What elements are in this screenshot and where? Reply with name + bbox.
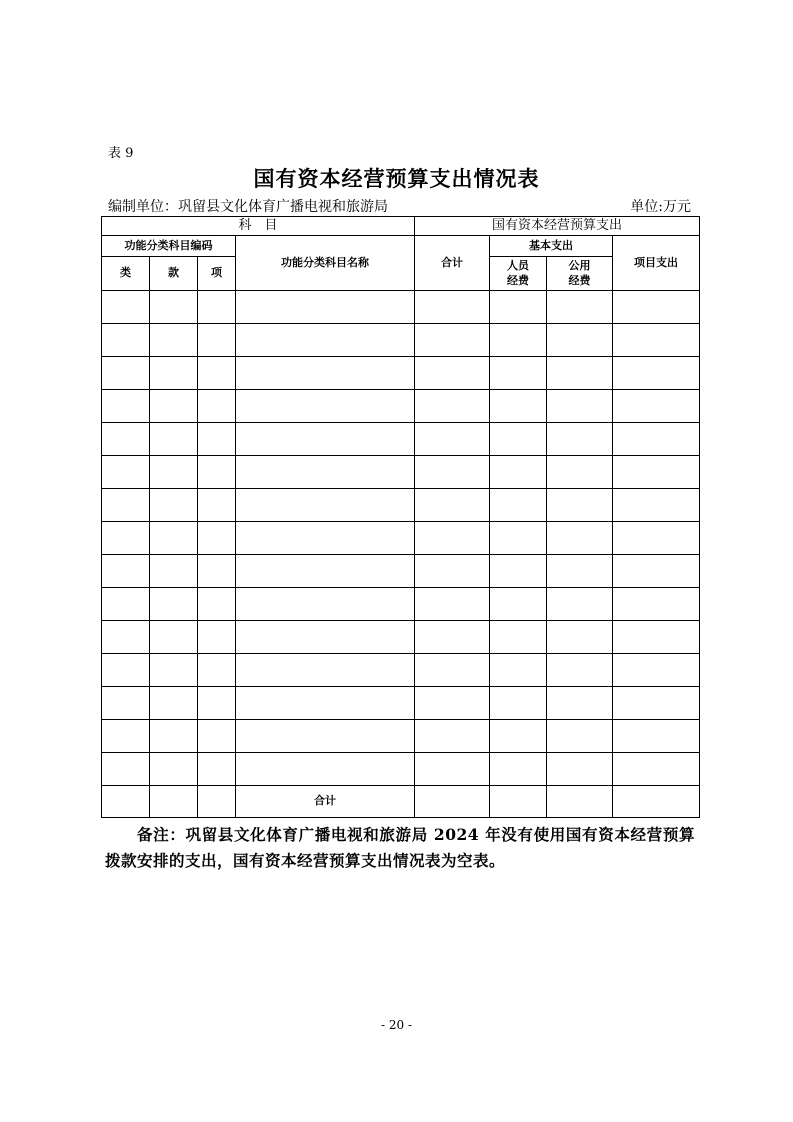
- table-cell: [198, 324, 236, 357]
- table-cell: [547, 324, 613, 357]
- table-row: [102, 621, 700, 654]
- table-cell: [613, 687, 700, 720]
- table-cell: [102, 291, 150, 324]
- table-cell: [415, 555, 490, 588]
- table-cell: [613, 555, 700, 588]
- table-cell: [198, 555, 236, 588]
- table-number: 表 9: [108, 146, 134, 161]
- table-cell: [613, 753, 700, 786]
- table-cell: [415, 357, 490, 390]
- table-cell: [415, 786, 490, 818]
- table-cell: [490, 390, 547, 423]
- table-cell: [198, 654, 236, 687]
- table-cell: [150, 555, 198, 588]
- table-cell: [198, 456, 236, 489]
- table-cell: [150, 786, 198, 818]
- table-row: [102, 522, 700, 555]
- table-cell: [613, 456, 700, 489]
- table-cell: [613, 324, 700, 357]
- total-header: 合计: [415, 236, 490, 291]
- table-cell: [102, 423, 150, 456]
- table-row: [102, 654, 700, 687]
- table-cell: [102, 621, 150, 654]
- table-cell: [613, 423, 700, 456]
- org-label: 编制单位：巩留县文化体育广播电视和旅游局: [108, 199, 388, 215]
- table-row: [102, 456, 700, 489]
- table-cell: [198, 423, 236, 456]
- page-number: - 20 -: [380, 1018, 412, 1032]
- table-row: [102, 555, 700, 588]
- table-cell: [415, 423, 490, 456]
- table-cell: [198, 522, 236, 555]
- table-cell: [236, 522, 415, 555]
- table-cell: [150, 522, 198, 555]
- table-cell: [415, 456, 490, 489]
- table-row: [102, 324, 700, 357]
- table-cell: [613, 390, 700, 423]
- table-cell: [415, 654, 490, 687]
- table-cell: [150, 456, 198, 489]
- table-cell: [150, 753, 198, 786]
- table-cell: [613, 357, 700, 390]
- table-cell: [490, 456, 547, 489]
- item-header: 项: [198, 257, 236, 291]
- table-cell: [102, 555, 150, 588]
- table-cell: [102, 489, 150, 522]
- table-cell: [236, 423, 415, 456]
- table-cell: [547, 423, 613, 456]
- table-cell: [547, 687, 613, 720]
- table-cell: [490, 786, 547, 818]
- table-cell: [490, 291, 547, 324]
- table-cell: [198, 753, 236, 786]
- table-cell: [415, 720, 490, 753]
- table-cell: [236, 390, 415, 423]
- table-cell: [150, 324, 198, 357]
- table-cell: [150, 489, 198, 522]
- table-cell: [102, 456, 150, 489]
- table-cell: [236, 588, 415, 621]
- table-cell: [415, 687, 490, 720]
- table-row: [102, 720, 700, 753]
- table-row: [102, 489, 700, 522]
- table-cell: [547, 720, 613, 753]
- table-cell: [150, 621, 198, 654]
- table-cell: [547, 489, 613, 522]
- table-cell: [236, 489, 415, 522]
- table-cell: [613, 522, 700, 555]
- table-cell: [102, 390, 150, 423]
- table-cell: [102, 324, 150, 357]
- public-cost-header: 公用 经费: [547, 257, 613, 291]
- table-cell: [490, 423, 547, 456]
- project-expenditure-header: 项目支出: [613, 236, 700, 291]
- table-cell: [490, 555, 547, 588]
- table-cell: [198, 357, 236, 390]
- table-cell: [198, 786, 236, 818]
- table-cell: [613, 291, 700, 324]
- table-cell: [198, 489, 236, 522]
- table-cell: [415, 522, 490, 555]
- table-cell: [490, 324, 547, 357]
- table-cell: [613, 588, 700, 621]
- budget-table: [101, 216, 700, 818]
- table-cell: [415, 390, 490, 423]
- table-cell: [547, 654, 613, 687]
- table-cell: [547, 588, 613, 621]
- table-cell: [415, 291, 490, 324]
- table-cell: [490, 621, 547, 654]
- class-header: 类: [102, 257, 150, 291]
- table-cell: [102, 753, 150, 786]
- table-row: [102, 753, 700, 786]
- table-cell: [150, 423, 198, 456]
- table-cell: [415, 324, 490, 357]
- table-cell: [547, 555, 613, 588]
- table-cell: [547, 522, 613, 555]
- table-cell: [102, 588, 150, 621]
- table-cell: [102, 654, 150, 687]
- table-cell: [198, 720, 236, 753]
- table-cell: [415, 588, 490, 621]
- table-cell: [490, 489, 547, 522]
- table-cell: [102, 522, 150, 555]
- table-row: [102, 357, 700, 390]
- table-cell: [613, 720, 700, 753]
- table-cell: [150, 720, 198, 753]
- table-cell: [490, 753, 547, 786]
- table-cell: [547, 291, 613, 324]
- table-cell: [198, 621, 236, 654]
- total-row-label: 合计: [236, 786, 415, 818]
- total-row: [102, 786, 700, 818]
- table-cell: [198, 687, 236, 720]
- table-cell: [613, 786, 700, 818]
- table-cell: [236, 357, 415, 390]
- table-cell: [613, 654, 700, 687]
- table-cell: [236, 291, 415, 324]
- table-row: [102, 390, 700, 423]
- footnote: 备注：巩留县文化体育广播电视和旅游局 2024 年没有使用国有资本经营预算拨款安排的支出，国有资本经营预算支出情况表为空表。: [105, 825, 695, 870]
- table-cell: [236, 654, 415, 687]
- table-cell: [150, 390, 198, 423]
- table-cell: [490, 357, 547, 390]
- table-cell: [547, 456, 613, 489]
- table-cell: [236, 456, 415, 489]
- table-cell: [415, 489, 490, 522]
- table-row: [102, 687, 700, 720]
- basic-expenditure-header: 基本支出: [490, 236, 613, 257]
- table-cell: [490, 588, 547, 621]
- table-cell: [547, 621, 613, 654]
- section-header: 款: [150, 257, 198, 291]
- table-cell: [102, 720, 150, 753]
- table-cell: [236, 720, 415, 753]
- table-row: [102, 423, 700, 456]
- table-cell: [236, 324, 415, 357]
- table-cell: [490, 522, 547, 555]
- table-cell: [150, 357, 198, 390]
- table-cell: [236, 555, 415, 588]
- page-title: 国有资本经营预算支出情况表: [253, 166, 540, 191]
- table-cell: [198, 291, 236, 324]
- table-cell: [150, 687, 198, 720]
- table-cell: [150, 291, 198, 324]
- table-cell: [415, 753, 490, 786]
- table-cell: [236, 621, 415, 654]
- personnel-cost-header: 人员 经费: [490, 257, 547, 291]
- table-cell: [102, 687, 150, 720]
- table-cell: [150, 588, 198, 621]
- table-cell: [490, 654, 547, 687]
- table-cell: [150, 654, 198, 687]
- table-cell: [198, 588, 236, 621]
- table-cell: [547, 357, 613, 390]
- table-row: [102, 291, 700, 324]
- subject-header: 科 目: [102, 217, 415, 236]
- table-cell: [415, 621, 490, 654]
- name-header: 功能分类科目名称: [236, 236, 415, 291]
- table-cell: [102, 357, 150, 390]
- table-cell: [547, 390, 613, 423]
- table-cell: [547, 786, 613, 818]
- expenditure-header: 国有资本经营预算支出: [415, 217, 700, 236]
- table-cell: [102, 786, 150, 818]
- table-cell: [613, 489, 700, 522]
- table-cell: [236, 753, 415, 786]
- table-cell: [613, 621, 700, 654]
- table-cell: [490, 720, 547, 753]
- table-row: [102, 588, 700, 621]
- unit-label: 单位:万元: [630, 199, 691, 215]
- table-cell: [547, 753, 613, 786]
- table-cell: [236, 687, 415, 720]
- table-cell: [490, 687, 547, 720]
- code-header: 功能分类科目编码: [102, 236, 236, 257]
- table-cell: [198, 390, 236, 423]
